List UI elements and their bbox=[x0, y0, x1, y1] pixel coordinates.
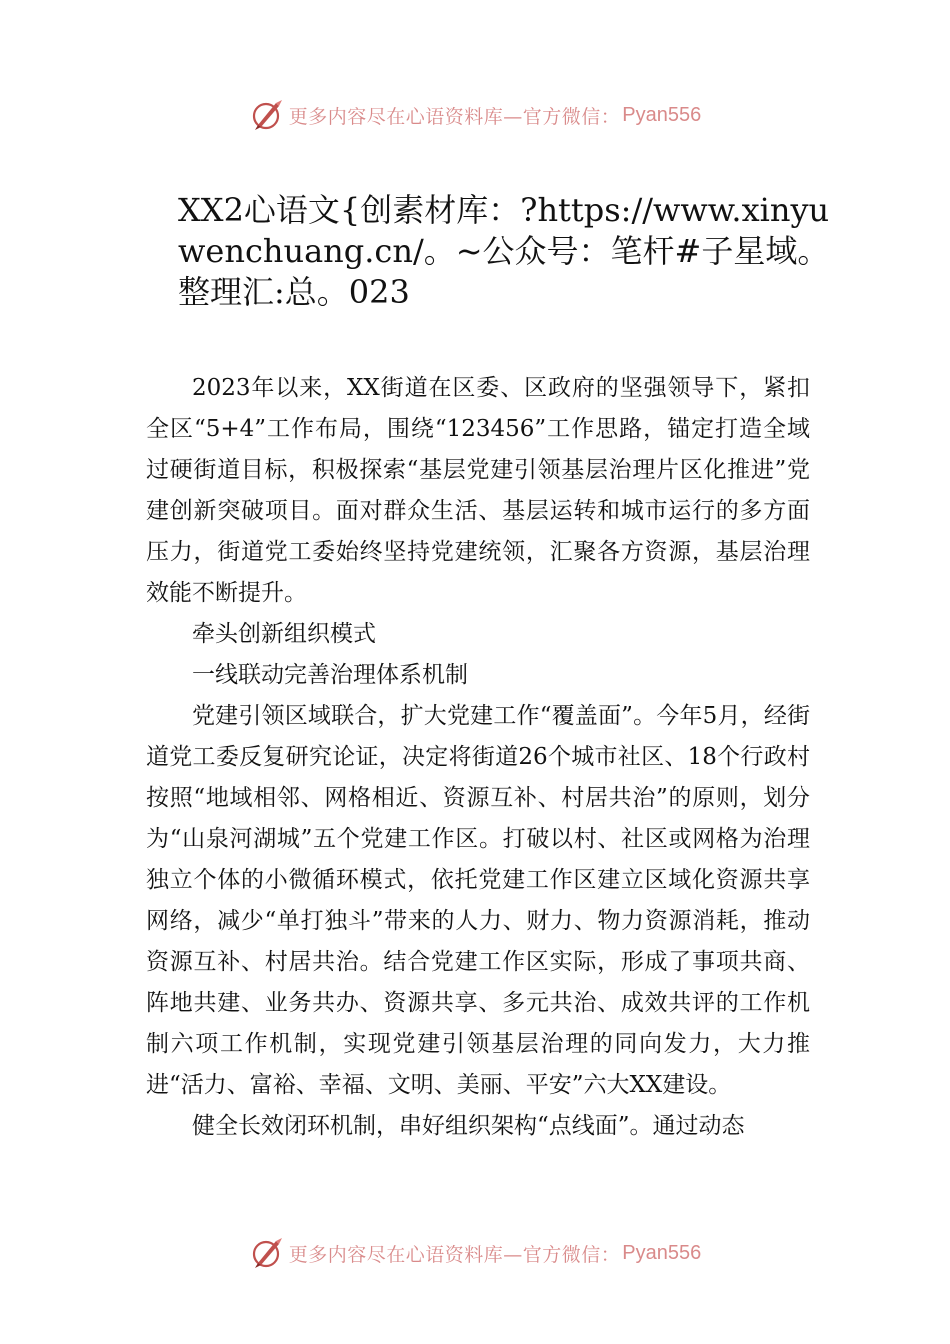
section-heading: 牵头创新组织模式 bbox=[192, 621, 376, 647]
banner-text: 更多内容尽在心语资料库—官方微信： bbox=[288, 105, 621, 128]
footer-banner bbox=[0, 1233, 950, 1273]
banner-text: 更多内容尽在心语资料库—官方微信： bbox=[288, 1243, 621, 1266]
subsection-heading: 一线联动完善治理体系机制 bbox=[192, 662, 468, 688]
header-banner bbox=[0, 95, 950, 135]
document-title: XX2心语文{创素材库：?https://www.xinyuwenchuang.cn/。~公众号：笔杆#子星域。整理汇:总。023 bbox=[178, 191, 830, 311]
paragraph-intro: 2023年以来，XX街道在区委、区政府的坚强领导下，紧扣全区“5+4”工作布局，围绕“123456”工作思路，锚定打造全域过硬街道目标，积极探索“基层党建引领基层治理片区化推进”党建创新突破项目。面对群众生活、基层运转和城市运行的多方面压力，街道党工委始终坚持党建统领，汇聚各方资源，基层治理效能不断提升。 bbox=[146, 375, 810, 606]
banner-wechat-id: Pyan556 bbox=[622, 1241, 702, 1264]
paragraph-closed-loop: 健全长效闭环机制，串好组织架构“点线面”。通过动态 bbox=[192, 1113, 745, 1139]
banner-wechat-id: Pyan556 bbox=[622, 103, 702, 126]
paragraph-regional-linkage: 党建引领区域联合，扩大党建工作“覆盖面”。今年5月，经街道党工委反复研究论证，决定将街道26个城市社区、18个行政村按照“地域相邻、网格相近、资源互补、村居共治”的原则，划分为“山泉河湖城”五个党建工作区。打破以村、社区或网格为治理独立个体的小微循环模式，依托党建工作区建立区域化资源共享网络，减少“单打独斗”带来的人力、财力、物力资源消耗，推动资源互补、村居共治。结合党建工作区实际，形成了事项共商、阵地共建、业务共办、资源共享、多元共治、成效共评的工作机制六项工作机制，实现党建引领基层治理的同向发力，大力推进“活力、富裕、幸福、文明、美丽、平安”六大XX建设。 bbox=[146, 703, 810, 1098]
quill-pen-logo-icon bbox=[249, 97, 285, 133]
quill-pen-logo-icon bbox=[249, 1235, 285, 1271]
document-body bbox=[146, 368, 810, 1147]
